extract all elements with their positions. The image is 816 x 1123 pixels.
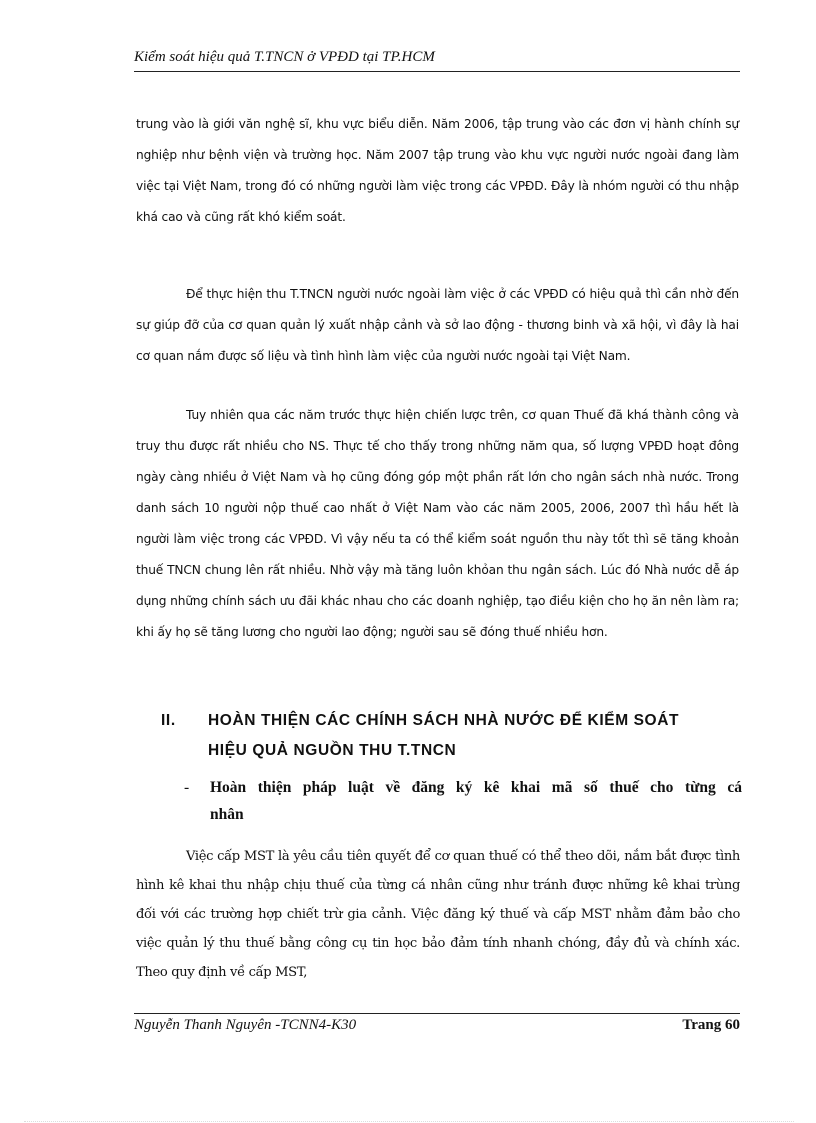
- section-heading: [161, 706, 741, 766]
- page-edge-divider: [24, 1121, 794, 1122]
- footer-rule: [134, 1013, 740, 1014]
- running-header: Kiểm soát hiệu quả T.TNCN ở VPĐD tại TP.HCM: [134, 49, 435, 65]
- paragraph-tax-code: Việc cấp MST là yêu cầu tiên quyết để cơ quan thuế có thể theo dõi, nắm bắt được tình hình kê khai thu nhập chịu thuế của từng cá nhân cũng như tránh được những kê khai trùng đối với các trường hợp chiết trừ gia cảnh. Việc đăng ký thuế và cấp MST nhằm đảm bảo cho việc quản lý thu thuế bằng công cụ tin học bảo đảm tính nhanh chóng, đầy đủ và chính xác. Theo quy định về cấp MST,: [136, 849, 740, 980]
- subsection-title-line2: nhân: [210, 806, 244, 823]
- header-rule: [134, 71, 740, 72]
- paragraph-continuation: trung vào là giới văn nghệ sĩ, khu vực biểu diễn. Năm 2006, tập trung vào các đơn vị hành chính sự nghiệp như bệnh viện và trường học. Năm 2007 tập trung vào khu vực người nước ngoài đang làm việc tại Việt Nam, trong đó có những người làm việc trong các VPĐD. Đây là nhóm người có thu nhập khá cao và cũng rất khó kiểm soát.: [136, 117, 739, 224]
- paragraph-cooperation: Để thực hiện thu T.TNCN người nước ngoài làm việc ở các VPĐD có hiệu quả thì cần nhờ đến sự giúp đỡ của cơ quan quản lý xuất nhập cảnh và sở lao động - thương binh và xã hội, vì đây là hai cơ quan nắm được số liệu và tình hình làm việc của người nước ngoài tại Việt Nam.: [136, 287, 739, 363]
- section-title-line1: HOÀN THIỆN CÁC CHÍNH SÁCH NHÀ NƯỚC ĐỂ KIỂM SOÁT: [208, 712, 680, 729]
- section-title-line2: HIỆU QUẢ NGUỒN THU T.TNCN: [208, 742, 457, 759]
- subsection-heading: [184, 774, 742, 828]
- section-number: II.: [161, 712, 176, 729]
- page-number: Trang 60: [682, 1017, 740, 1033]
- paragraph-results: Tuy nhiên qua các năm trước thực hiện chiến lược trên, cơ quan Thuế đã khá thành công và truy thu được rất nhiều cho NS. Thực tế cho thấy trong những năm qua, số lượng VPĐD hoạt đông ngày càng nhiều ở Việt Nam và họ cũng đóng góp một phần rất lớn cho ngân sách nhà nước. Trong danh sách 10 người nộp thuế cao nhất ở Việt Nam vào các năm 2005, 2006, 2007 thì hầu hết là người làm việc trong các VPĐD. Vì vậy nếu ta có thể kiểm soát nguồn thu này tốt thì sẽ tăng khoản thuế TNCN chung lên rất nhiều. Nhờ vậy mà tăng luôn khỏan thu ngân sách. Lúc đó Nhà nước dễ áp dụng những chính sách ưu đãi khác nhau cho các doanh nghiệp, tạo điều kiện cho họ ăn nên làm ra; khi ấy họ sẽ tăng lương cho người lao động; người sau sẽ đóng thuế nhiều hơn.: [136, 408, 739, 639]
- footer-author: Nguyễn Thanh Nguyên -TCNN4-K30: [134, 1017, 357, 1033]
- subsection-title-line1: Hoàn thiện pháp luật về đăng ký kê khai mã số thuế cho từng cá: [210, 779, 742, 796]
- bullet-dash: -: [184, 779, 190, 796]
